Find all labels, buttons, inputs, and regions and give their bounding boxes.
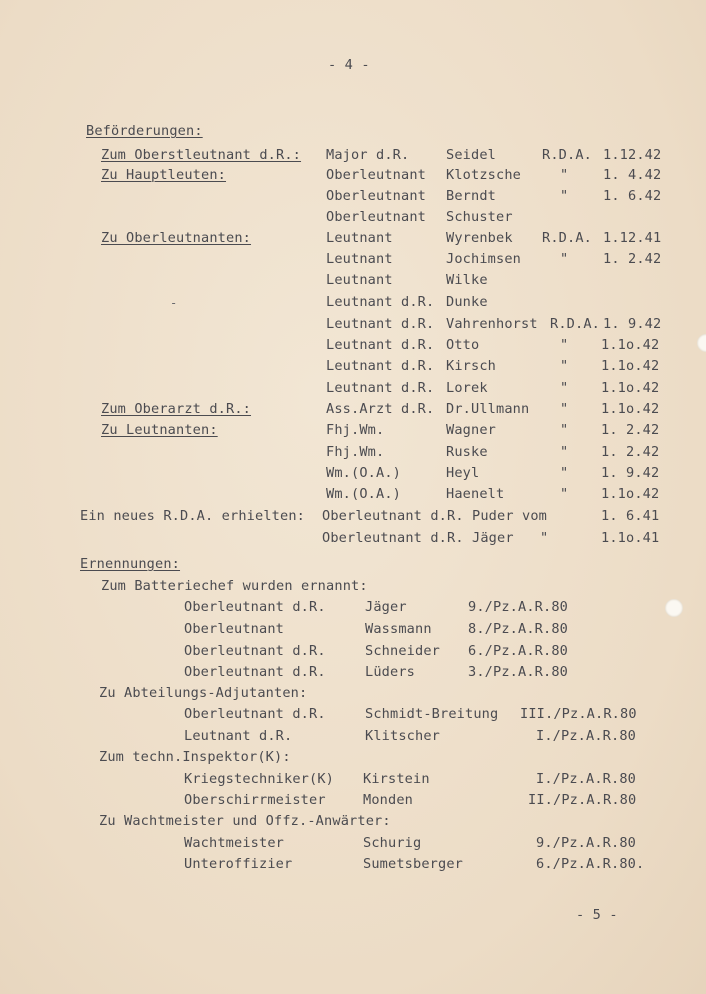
promotion-rank: Major d.R. — [326, 147, 410, 163]
promotion-rank: Fhj.Wm. — [326, 422, 385, 438]
promotion-name: Vahrenhorst — [446, 316, 538, 332]
promotion-rank: Fhj.Wm. — [326, 444, 385, 460]
group-label-oberleutnante: Zu Oberleutnanten: — [101, 230, 252, 246]
promotion-date: 1. 9.42 — [601, 465, 660, 481]
appointment-name: Schurig — [363, 835, 422, 851]
promotion-rank: Leutnant d.R. — [326, 358, 435, 374]
promotion-name: Kirsch — [446, 358, 497, 374]
ditto-mark: " — [560, 401, 569, 417]
appointment-unit: I./Pz.A.R.80 — [536, 728, 637, 744]
appointment-unit: 6./Pz.A.R.80. — [536, 856, 645, 872]
promotion-rda: R.D.A. — [542, 147, 593, 163]
ditto-mark: " — [560, 380, 569, 396]
promotion-rank: Leutnant d.R. — [326, 337, 435, 353]
appointment-rank: Oberleutnant d.R. — [184, 599, 326, 615]
promotion-name: Haenelt — [446, 486, 505, 502]
appointment-name: Monden — [363, 792, 414, 808]
next-page-marker: - 5 - — [576, 907, 618, 923]
promotion-rank: Oberleutnant — [326, 209, 427, 225]
group-label-oberstleutnant: Zum Oberstleutnant d.R.: — [101, 147, 302, 163]
promotion-date: 1.1o.42 — [601, 337, 660, 353]
promotion-name: Otto — [446, 337, 480, 353]
appointment-rank: Unteroffizier — [184, 856, 293, 872]
appointment-name: Sumetsberger — [363, 856, 464, 872]
ditto-mark: " — [560, 251, 569, 267]
promotion-name: Dr.Ullmann — [446, 401, 530, 417]
promotion-rank: Wm.(O.A.) — [326, 465, 402, 481]
rda-entry: Oberleutnant d.R. Jäger — [322, 530, 514, 546]
section-heading-befoerderungen: Beförderungen: — [86, 123, 203, 139]
promotion-date: 1.1o.42 — [601, 486, 660, 502]
promotion-name: Klotzsche — [446, 167, 522, 183]
promotion-rank: Leutnant — [326, 230, 393, 246]
promotion-name: Dunke — [446, 294, 488, 310]
appointment-rank: Oberleutnant d.R. — [184, 664, 326, 680]
page-number: - 4 - — [328, 57, 370, 73]
promotion-name: Berndt — [446, 188, 497, 204]
ditto-mark: " — [560, 486, 569, 502]
appointment-rank: Oberleutnant — [184, 621, 285, 637]
promotion-name: Heyl — [446, 465, 480, 481]
promotion-name: Lorek — [446, 380, 488, 396]
appointment-unit: II./Pz.A.R.80 — [528, 792, 637, 808]
appointment-unit: 9./Pz.A.R.80 — [536, 835, 637, 851]
promotion-date: 1.12.41 — [603, 230, 662, 246]
promotion-rank: Ass.Arzt d.R. — [326, 401, 435, 417]
promotion-date: 1.1o.41 — [601, 530, 660, 546]
ditto-mark: " — [560, 188, 569, 204]
appointment-rank: Wachtmeister — [184, 835, 285, 851]
group-label-adjutanten: Zu Abteilungs-Adjutanten: — [99, 685, 308, 701]
appointment-rank: Oberleutnant d.R. — [184, 706, 326, 722]
appointment-unit: 9./Pz.A.R.80 — [468, 599, 569, 615]
promotion-rda: R.D.A. — [542, 230, 593, 246]
ditto-mark: " — [560, 358, 569, 374]
promotion-rank: Leutnant — [326, 251, 393, 267]
appointment-name: Wassmann — [365, 621, 432, 637]
promotion-name: Wilke — [446, 272, 488, 288]
promotion-rank: Oberleutnant — [326, 188, 427, 204]
promotion-date: 1. 2.42 — [601, 422, 660, 438]
ditto-mark: " — [560, 337, 569, 353]
promotion-date: 1. 4.42 — [603, 167, 662, 183]
promotion-rda: R.D.A. — [550, 316, 601, 332]
promotion-rank: Leutnant d.R. — [326, 294, 435, 310]
section-heading-ernennungen: Ernennungen: — [80, 556, 181, 572]
appointment-unit: 6./Pz.A.R.80 — [468, 643, 569, 659]
promotion-date: 1. 9.42 — [603, 316, 662, 332]
promotion-name: Seidel — [446, 147, 497, 163]
appointment-name: Klitscher — [365, 728, 441, 744]
promotion-date: 1. 6.42 — [603, 188, 662, 204]
promotion-name: Wagner — [446, 422, 497, 438]
promotion-name: Schuster — [446, 209, 513, 225]
promotion-date: 1.12.42 — [603, 147, 662, 163]
promotion-name: Wyrenbek — [446, 230, 513, 246]
group-label-inspektor: Zum techn.Inspektor(K): — [99, 749, 291, 765]
ditto-mark: " — [540, 530, 549, 546]
rda-entry: Oberleutnant d.R. Puder vom — [322, 508, 548, 524]
promotion-rank: Leutnant d.R. — [326, 380, 435, 396]
appointment-rank: Leutnant d.R. — [184, 728, 293, 744]
group-label-leutnante: Zu Leutnanten: — [101, 422, 218, 438]
promotion-rank: Oberleutnant — [326, 167, 427, 183]
appointment-unit: 3./Pz.A.R.80 — [468, 664, 569, 680]
appointment-name: Lüders — [365, 664, 416, 680]
appointment-name: Schmidt-Breitung — [365, 706, 499, 722]
appointment-name: Jäger — [365, 599, 407, 615]
appointment-rank: Oberschirrmeister — [184, 792, 326, 808]
promotion-date: 1.1o.42 — [601, 358, 660, 374]
appointment-name: Kirstein — [363, 771, 430, 787]
group-label-neues-rda: Ein neues R.D.A. erhielten: — [80, 508, 306, 524]
appointment-rank: Kriegstechniker(K) — [184, 771, 335, 787]
group-label-batteriechef: Zum Batteriechef wurden ernannt: — [101, 578, 368, 594]
promotion-rank: Wm.(O.A.) — [326, 486, 402, 502]
promotion-date: 1. 2.42 — [603, 251, 662, 267]
promotion-date: 1.1o.42 — [601, 380, 660, 396]
ditto-mark: " — [560, 422, 569, 438]
promotion-date: 1. 2.42 — [601, 444, 660, 460]
ditto-mark: " — [560, 465, 569, 481]
appointment-unit: 8./Pz.A.R.80 — [468, 621, 569, 637]
promotion-name: Ruske — [446, 444, 488, 460]
appointment-unit: I./Pz.A.R.80 — [536, 771, 637, 787]
appointment-unit: III./Pz.A.R.80 — [520, 706, 637, 722]
group-label-oberarzt: Zum Oberarzt d.R.: — [101, 401, 252, 417]
punch-hole — [665, 599, 683, 617]
ditto-mark: " — [560, 167, 569, 183]
promotion-date: 1.1o.42 — [601, 401, 660, 417]
ink-mark: - — [170, 296, 178, 310]
punch-hole — [697, 334, 706, 352]
appointment-name: Schneider — [365, 643, 441, 659]
appointment-rank: Oberleutnant d.R. — [184, 643, 326, 659]
group-label-hauptleute: Zu Hauptleuten: — [101, 167, 227, 183]
ditto-mark: " — [560, 444, 569, 460]
group-label-anwaerter: Zu Wachtmeister und Offz.-Anwärter: — [99, 813, 391, 829]
promotion-name: Jochimsen — [446, 251, 522, 267]
promotion-date: 1. 6.41 — [601, 508, 660, 524]
promotion-rank: Leutnant d.R. — [326, 316, 435, 332]
promotion-rank: Leutnant — [326, 272, 393, 288]
